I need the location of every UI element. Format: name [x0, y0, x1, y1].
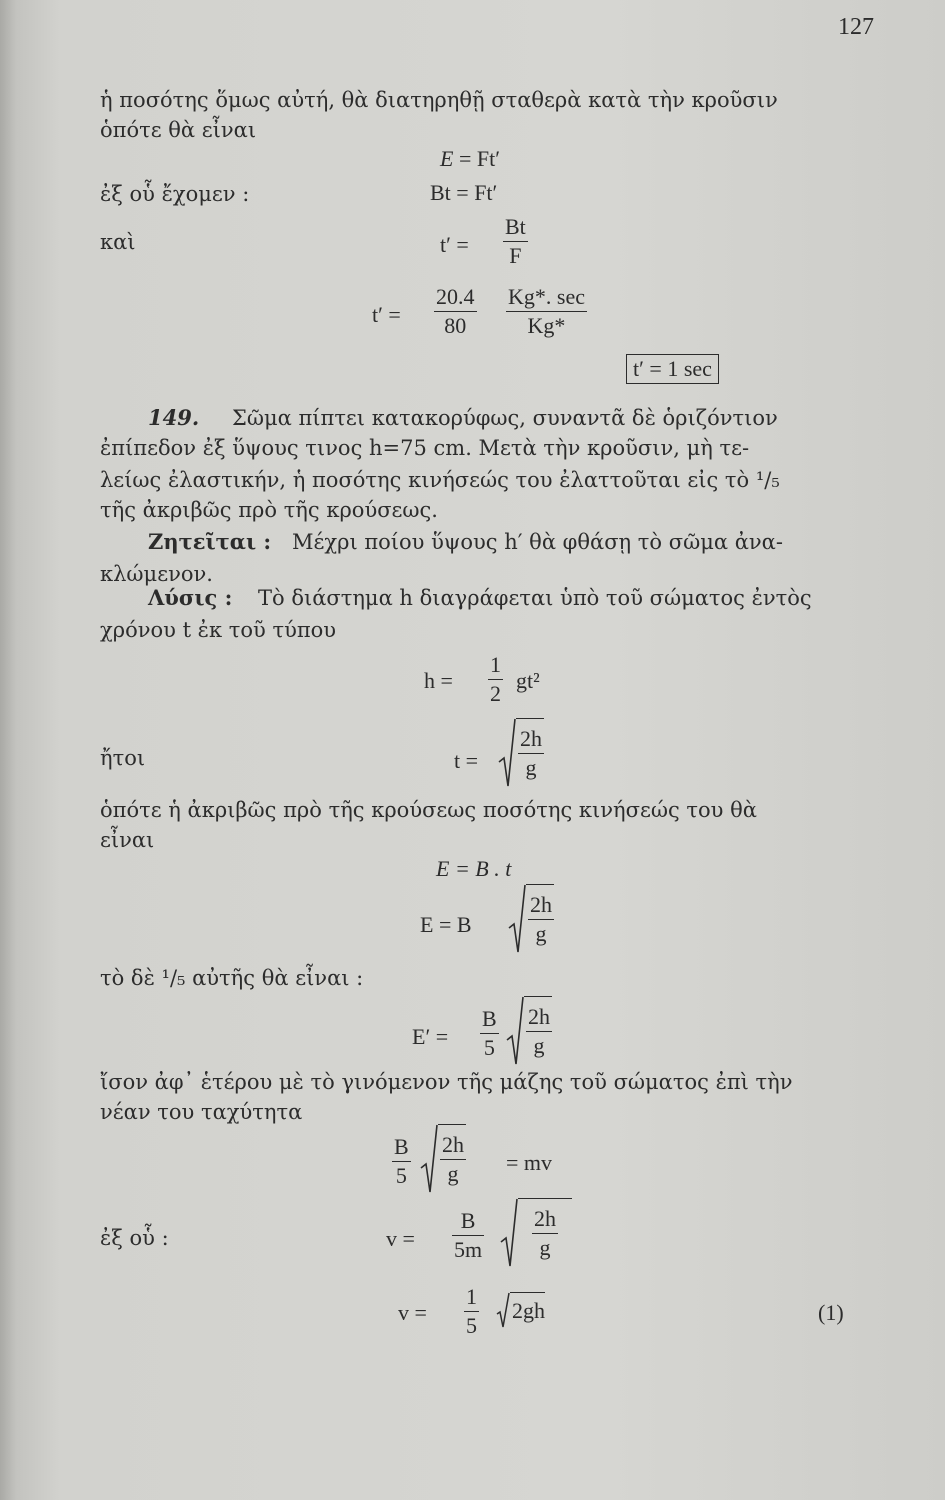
eq9-sqrt [506, 996, 552, 1066]
eq10-denominator-1: 5 [395, 1163, 407, 1188]
eq5-lhs: h = [424, 668, 453, 693]
eq6-denominator: g [525, 755, 537, 780]
eq6-lhs: t = [454, 748, 479, 773]
radical-sign [508, 884, 526, 954]
fraction-bar [532, 1233, 558, 1234]
result-box: t′ = 1 sec [626, 354, 719, 384]
eq6-label: ἤτοι [100, 746, 146, 770]
eq11-denominator-2: g [539, 1235, 551, 1260]
para4-line-2: νέαν του ταχύτητα [100, 1100, 303, 1124]
equation-1 [440, 146, 500, 172]
eq12-numerator: 1 [466, 1284, 477, 1309]
equation-tag: (1) [818, 1300, 844, 1325]
eq9-denominator-2: g [533, 1033, 545, 1058]
para2-line-1: ὁπότε ἡ ἀκριβῶς πρὸ τῆς κρούσεως ποσότης κινήσεώς του θὰ [100, 798, 757, 822]
eq11-numerator-2: 2h [534, 1206, 556, 1231]
eq11-fraction-2 [532, 1206, 558, 1261]
eq10-rhs: = mv [506, 1150, 553, 1175]
eq11-denominator-1: 5m [454, 1237, 483, 1262]
fraction-bar [434, 311, 477, 312]
eq10-sqrt [420, 1124, 466, 1194]
eq8-fraction [528, 892, 554, 947]
problem-line-3: λείως ἐλαστικήν, ἡ ποσότης κινήσεώς του ἐλαττοῦται εἰς τὸ ¹/₅ [100, 468, 780, 492]
eq4-fraction-1 [434, 284, 477, 339]
fraction-bar [526, 1031, 552, 1032]
eq12-radicand: 2gh [510, 1292, 545, 1328]
problem-line-4: τῆς ἀκριβῶς πρὸ τῆς κρούσεως. [100, 498, 438, 522]
eq6-radicand [516, 718, 544, 788]
radical-sign [506, 996, 524, 1066]
fraction-bar [480, 1033, 499, 1034]
eq4-numerator-2: Kg*. sec [508, 284, 585, 309]
eq11-radicand [518, 1198, 572, 1268]
question-line-2: κλώμενον. [100, 562, 213, 586]
eq10-denominator-2: g [447, 1161, 459, 1186]
eq9-lhs: E′ = [412, 1024, 449, 1049]
fraction-bar [452, 1235, 484, 1236]
question-label [148, 528, 271, 556]
eq6-fraction [518, 726, 544, 781]
eq3-label: καὶ [100, 230, 136, 254]
radical-sign [498, 718, 516, 788]
radical-sign [420, 1124, 438, 1194]
eq5-tail: gt² [516, 668, 540, 693]
eq9-fraction-2 [526, 1004, 552, 1059]
eq3-numerator: Bt [505, 214, 526, 239]
fraction-bar [528, 919, 554, 920]
eq1-lhs: E [440, 146, 454, 171]
eq9-numerator-1: B [482, 1006, 497, 1031]
eq8-lhs: E = B [420, 912, 472, 937]
intro-line-2: ὁπότε θὰ εἶναι [100, 118, 257, 142]
eq12-sqrt [496, 1292, 545, 1328]
solution-label-text: Λύσις : [148, 585, 233, 610]
eq10-fraction-2 [440, 1132, 466, 1187]
fraction-bar [464, 1311, 479, 1312]
eq8-denominator: g [535, 921, 547, 946]
solution-label [148, 584, 232, 612]
radical-sign [500, 1198, 518, 1268]
fraction-bar [518, 753, 544, 754]
eq4-fraction-2 [506, 284, 587, 339]
eq11-fraction-1 [452, 1208, 484, 1263]
eq12-denominator: 5 [466, 1313, 477, 1338]
eq9-numerator-2: 2h [528, 1004, 550, 1029]
eq10-fraction-1 [392, 1134, 411, 1189]
fraction-bar [503, 241, 528, 242]
question-line-1: Μέχρι ποίου ὕψους h′ θὰ φθάσῃ τὸ σῶμα ἀνα- [292, 530, 783, 554]
fraction-bar [440, 1159, 466, 1160]
eq5-fraction [488, 652, 503, 707]
intro-line-1: ἡ ποσότης ὅμως αὐτή, θὰ διατηρηθῇ σταθερὰ κατὰ τὴν κροῦσιν [100, 88, 778, 112]
fraction-bar [392, 1161, 411, 1162]
problem-number-text: 149. [148, 405, 200, 430]
eq10-numerator-1: B [394, 1134, 409, 1159]
eq6-sqrt [498, 718, 544, 788]
eq4-numerator-1: 20.4 [436, 284, 475, 309]
eq12-lhs: v = [398, 1300, 427, 1325]
eq3-lhs: t′ = [440, 232, 469, 257]
eq9-radicand [524, 996, 552, 1066]
eq4-denominator-2: Kg* [527, 313, 566, 338]
eq4-lhs: t′ = [372, 302, 401, 327]
eq3-fraction [503, 214, 528, 269]
eq11-sqrt [500, 1198, 572, 1268]
equation-2: Bt = Ft′ [430, 180, 498, 205]
problem-line-2: ἐπίπεδον ἐξ ὕψους τινος h=75 cm. Μετὰ τὴν κροῦσιν, μὴ τε- [100, 436, 750, 460]
eq10-radicand [438, 1124, 466, 1194]
eq1-rhs: = Ft′ [458, 146, 501, 171]
eq4-denominator-1: 80 [444, 313, 467, 338]
solution-line-2: χρόνου t ἐκ τοῦ τύπου [100, 618, 337, 642]
eq10-numerator-2: 2h [442, 1132, 464, 1157]
fraction-bar [488, 679, 503, 680]
eq11-numerator-1: B [460, 1208, 476, 1233]
eq5-denominator: 2 [490, 681, 501, 706]
eq8-numerator: 2h [530, 892, 552, 917]
eq9-denominator-1: 5 [483, 1035, 495, 1060]
para4-line-1: ἴσον ἀφ᾿ ἑτέρου μὲ τὸ γινόμενον τῆς μάζης τοῦ σώματος ἐπὶ τὴν [100, 1070, 793, 1094]
problem-line-1: Σῶμα πίπτει κατακορύφως, συναντᾶ δὲ ὁριζόντιον [232, 406, 778, 430]
page-number: 127 [838, 14, 874, 40]
eq2-label: ἐξ οὗ ἔχομεν : [100, 182, 250, 206]
eq6-numerator: 2h [520, 726, 542, 751]
solution-line-1: Τὸ διάστημα h διαγράφεται ὑπὸ τοῦ σώματος ἐντὸς [258, 586, 812, 610]
eq12-fraction [464, 1284, 479, 1339]
eq9-fraction-1 [480, 1006, 499, 1061]
equation-7: E = B . t [436, 856, 512, 881]
eq3-denominator: F [509, 243, 522, 268]
para3: τὸ δὲ ¹/₅ αὐτῆς θὰ εἶναι : [100, 966, 364, 990]
eq11-lhs: v = [386, 1226, 415, 1251]
radical-sign [496, 1292, 510, 1328]
eq8-radicand [526, 884, 554, 954]
problem-number [148, 404, 199, 432]
question-label-text: Ζητεῖται : [148, 529, 272, 554]
eq11-label: ἐξ οὗ : [100, 1226, 169, 1250]
eq8-sqrt [508, 884, 554, 954]
eq5-numerator: 1 [490, 652, 501, 677]
fraction-bar [506, 311, 587, 312]
para2-line-2: εἶναι [100, 828, 155, 852]
